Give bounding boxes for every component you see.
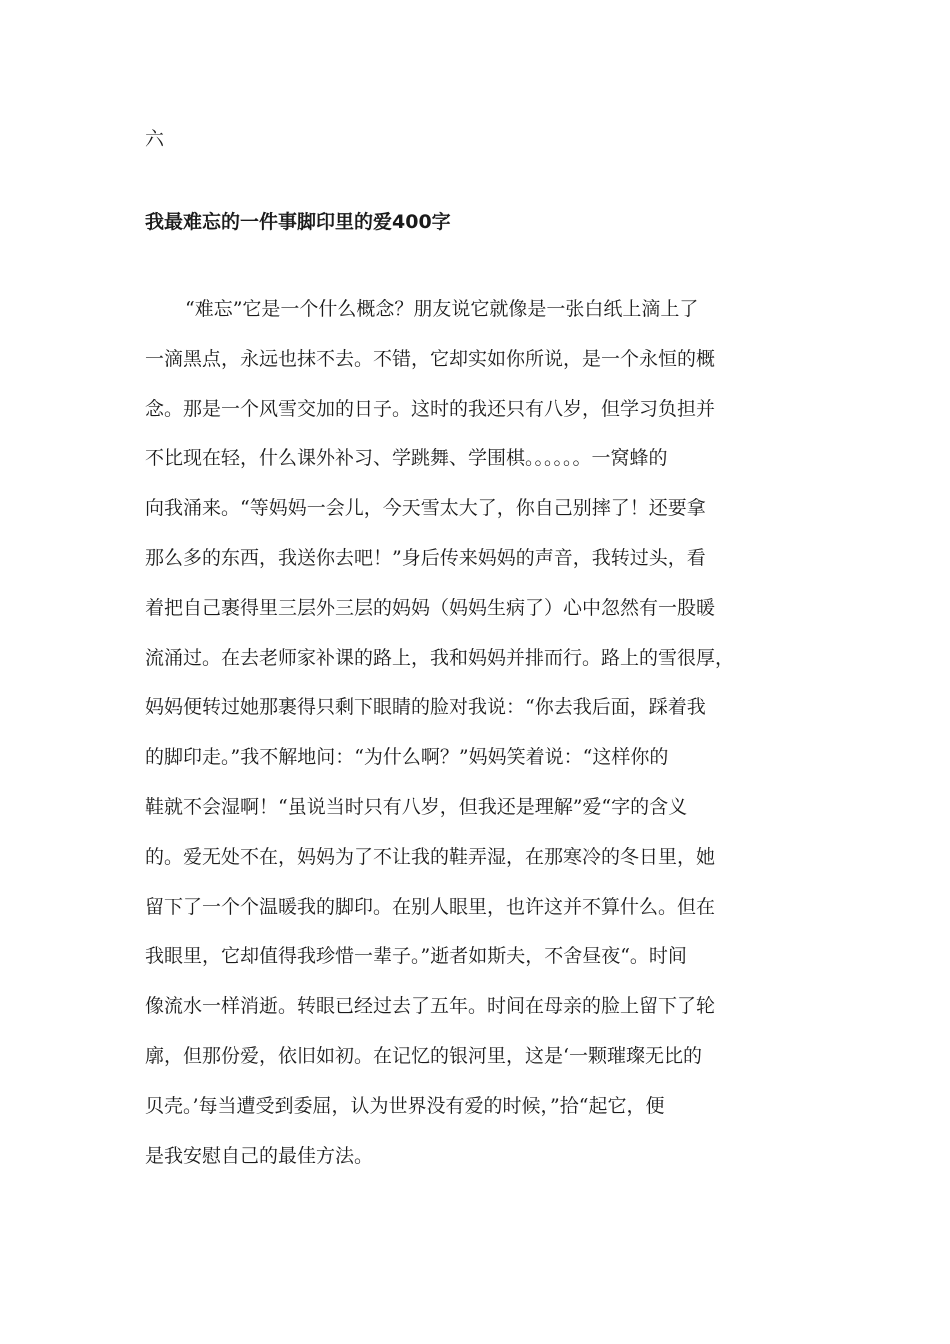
body-line: 妈妈便转过她那裹得只剩下眼睛的脸对我说：“你去我后面，踩着我 (145, 696, 706, 719)
body-line: 贝壳。’每当遭受到委屈，认为世界没有爱的时候，”拾“起它，便 (145, 1094, 665, 1117)
body-line: 向我涌来。“等妈妈一会儿，今天雪太大了，你自己别摔了！还要拿 (145, 497, 706, 520)
essay-body (145, 285, 805, 1181)
body-line: “难忘”它是一个什么概念？朋友说它就像是一张白纸上滴上了 (185, 298, 699, 320)
body-line: 一滴黑点，永远也抹不去。不错，它却实如你所说，是一个永恒的概 (145, 347, 716, 370)
essay-title: 我最难忘的一件事脚印里的爱400字 (145, 211, 451, 233)
body-line: 流涌过。在去老师家补课的路上，我和妈妈并排而行。路上的雪很厚， (145, 646, 735, 669)
body-line: 我眼里，它却值得我珍惜一辈子。”逝者如斯夫，不舍昼夜“。时间 (145, 945, 687, 968)
body-line: 不比现在轻，什么课外补习、学跳舞、学围棋。。。。。。一窝蜂的 (145, 447, 668, 470)
body-line: 那么多的东西，我送你去吧！”身后传来妈妈的声音，我转过头，看 (145, 546, 706, 569)
body-line: 廓，但那份爱，依旧如初。在记忆的银河里，这是‘一颗璀璨无比的 (145, 1044, 703, 1067)
body-line: 像流水一样消逝。转眼已经过去了五年。时间在母亲的脸上留下了轮 (145, 995, 716, 1018)
body-line: 着把自己裹得里三层外三层的妈妈（妈妈生病了）心中忽然有一股暖 (145, 596, 716, 619)
body-line: 留下了一个个温暖我的脚印。在别人眼里，也许这并不算什么。但在 (145, 895, 716, 918)
body-line: 的。爱无处不在，妈妈为了不让我的鞋弄湿，在那寒冷的冬日里，她 (145, 845, 716, 868)
body-line: 的脚印走。”我不解地问：“为什么啊？”妈妈笑着说：“这样你的 (145, 746, 669, 769)
body-line: 念。那是一个风雪交加的日子。这时的我还只有八岁，但学习负担并 (145, 397, 716, 420)
section-number: 六 (145, 128, 165, 150)
body-line: 是我安慰自己的最佳方法。 (145, 1144, 374, 1167)
body-line: 鞋就不会湿啊！“虽说当时只有八岁，但我还是理解”爱“字的含义 (145, 795, 688, 818)
